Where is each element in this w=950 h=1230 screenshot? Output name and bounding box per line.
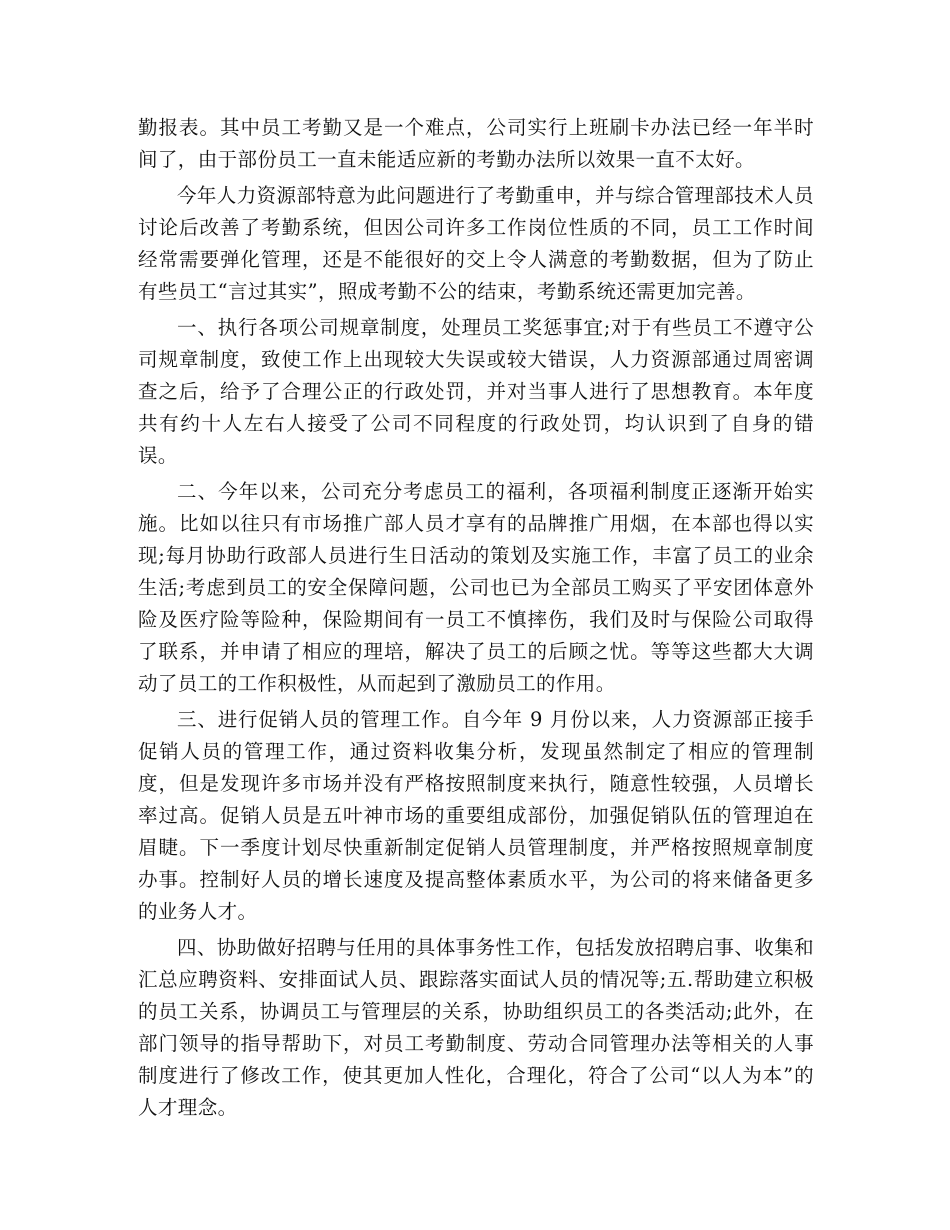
paragraph-rules-enforcement: 一、执行各项公司规章制度，处理员工奖惩事宜;对于有些员工不遵守公司规章制度，致使工作上出现较大失误或较大错误，人力资源部通过周密调查之后，给予了合理公正的行政处罚，并对当事人进行了思想教育。本年度共有约十人左右人接受了公司不同程度的行政处罚，均认识到了自身的错误。 (138, 316, 814, 467)
paragraph-employee-welfare: 二、今年以来，公司充分考虑员工的福利，各项福利制度正逐渐开始实施。比如以往只有市场推广部人员才享有的品牌推广用烟，在本部也得以实现;每月协助行政部人员进行生日活动的策划及实施工作，丰富了员工的业余生活;考虑到员工的安全保障问题，公司也已为全部员工购买了平安团体意外险及医疗险等险种，保险期间有一员工不慎摔伤，我们及时与保险公司取得了联系，并申请了相应的理培，解决了员工的后顾之忧。等等这些都大大调动了员工的工作积极性，从而起到了激励员工的作用。 (138, 480, 814, 695)
paragraph-recruitment-support: 四、协助做好招聘与任用的具体事务性工作，包括发放招聘启事、收集和汇总应聘资料、安排面试人员、跟踪落实面试人员的情况等;五.帮助建立积极的员工关系，协调员工与管理层的关系，协助组织员工的各类活动;此外，在部门领导的指导帮助下，对员工考勤制度、劳动合同管理办法等相关的人事制度进行了修改工作，使其更加人性化，合理化，符合了公司“以人为本”的人才理念。 (138, 936, 814, 1119)
paragraph-attendance-system: 今年人力资源部特意为此问题进行了考勤重申，并与综合管理部技术人员讨论后改善了考勤系统，但因公司许多工作岗位性质的不同，员工工作时间经常需要弹化管理，还是不能很好的交上令人满意的考勤数据，但为了防止有些员工“言过其实”，照成考勤不公的结束，考勤系统还需更加完善。 (138, 184, 814, 303)
paragraph-promoter-management: 三、进行促销人员的管理工作。自今年 9 月份以来，人力资源部正接手促销人员的管理工作，通过资料收集分析，发现虽然制定了相应的管理制度，但是发现许多市场并没有严格按照制度来执行，随意性较强，人员增长率过高。促销人员是五叶神市场的重要组成部份，加强促销队伍的管理迫在眉睫。下一季度计划尽快重新制定促销人员管理制度，并严格按照规章制度办事。控制好人员的增长速度及提高整体素质水平，为公司的将来储备更多的业务人才。 (138, 708, 814, 923)
document-body (138, 112, 814, 1124)
paragraph-continuation: 勤报表。其中员工考勤又是一个难点，公司实行上班刷卡办法已经一年半时间了，由于部份员工一直未能适应新的考勤办法所以效果一直不太好。 (138, 116, 814, 171)
